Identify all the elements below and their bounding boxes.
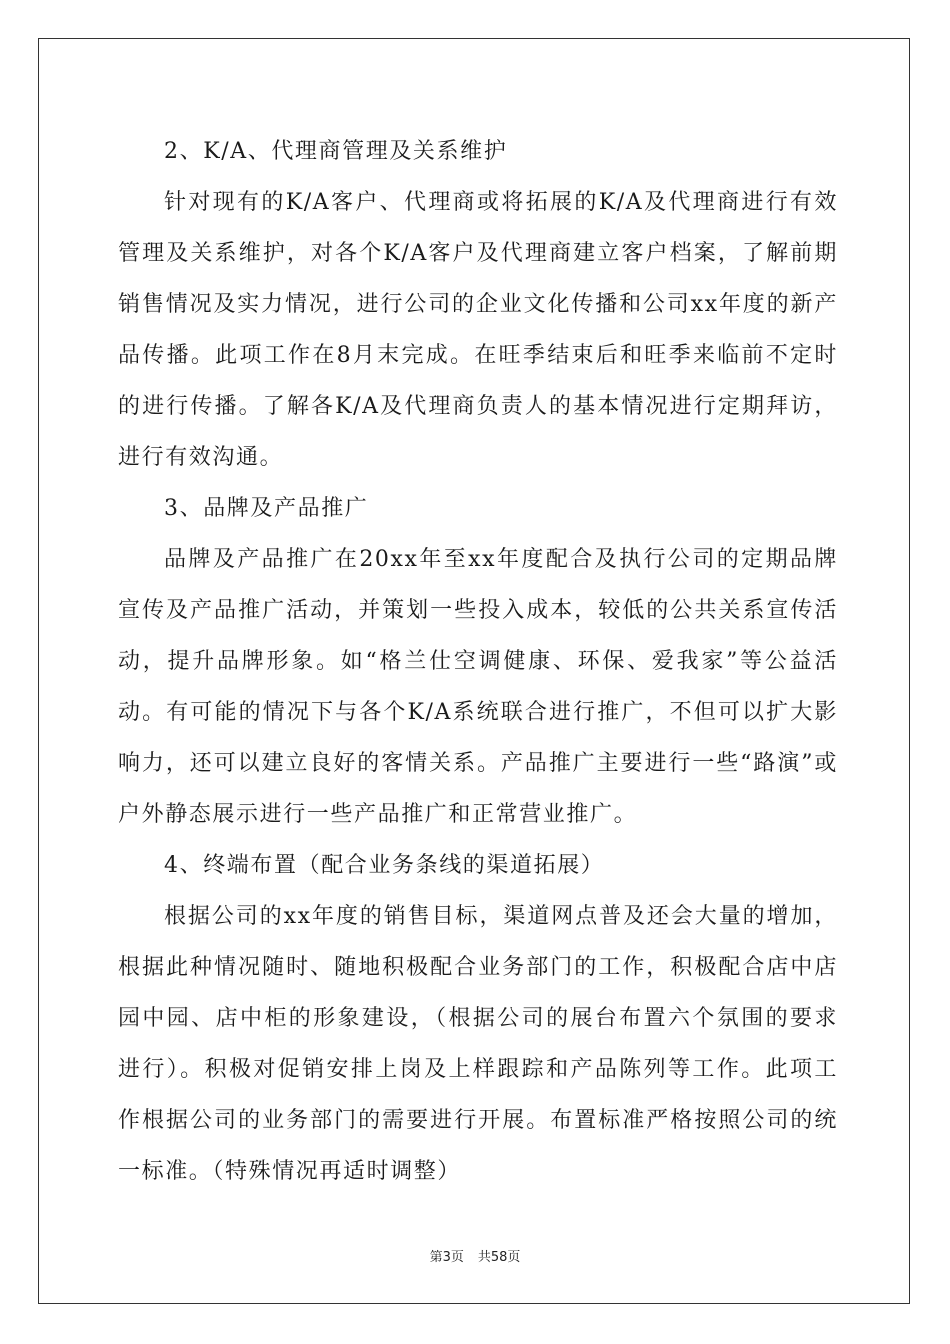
section-heading-terminal: 4、终端布置（配合业务条线的渠道拓展）: [164, 853, 605, 878]
paragraph-terminal-layout: 根据公司的xx年度的销售目标，渠道网点普及还会大量的增加，根据此种情况随时、随地积极配合业务部门的工作，积极配合店中店园中园、店中柜的形象建设，（根据公司的展台布置六个氛围的要求进行）。积极对促销安排上岗及上样跟踪和产品陈列等工作。此项工作根据公司的业务部门的需要进行开展。布置标准严格按照公司的统一标准。（特殊情况再适时调整）: [118, 904, 838, 1184]
document-body: [118, 126, 838, 1197]
page-number: 第3页: [429, 1250, 464, 1265]
section-heading-brand: 3、品牌及产品推广: [164, 496, 369, 521]
page-total: 共58页: [477, 1250, 521, 1265]
paragraph-ka-management: 针对现有的K/A客户、代理商或将拓展的K/A及代理商进行有效管理及关系维护，对各个K/A客户及代理商建立客户档案，了解前期销售情况及实力情况，进行公司的企业文化传播和公司xx年度的新产品传播。此项工作在8月末完成。在旺季结束后和旺季来临前不定时的进行传播。了解各K/A及代理商负责人的基本情况进行定期拜访，进行有效沟通。: [118, 190, 838, 470]
paragraph-brand-promotion: 品牌及产品推广在20xx年至xx年度配合及执行公司的定期品牌宣传及产品推广活动，并策划一些投入成本，较低的公共关系宣传活动，提升品牌形象。如“格兰仕空调健康、环保、爱我家”等公益活动。有可能的情况下与各个K/A系统联合进行推广，不但可以扩大影响力，还可以建立良好的客情关系。产品推广主要进行一些“路演”或户外静态展示进行一些产品推广和正常营业推广。: [118, 547, 838, 827]
page-footer: [0, 1246, 950, 1265]
section-heading-ka: 2、K/A、代理商管理及关系维护: [164, 139, 508, 164]
